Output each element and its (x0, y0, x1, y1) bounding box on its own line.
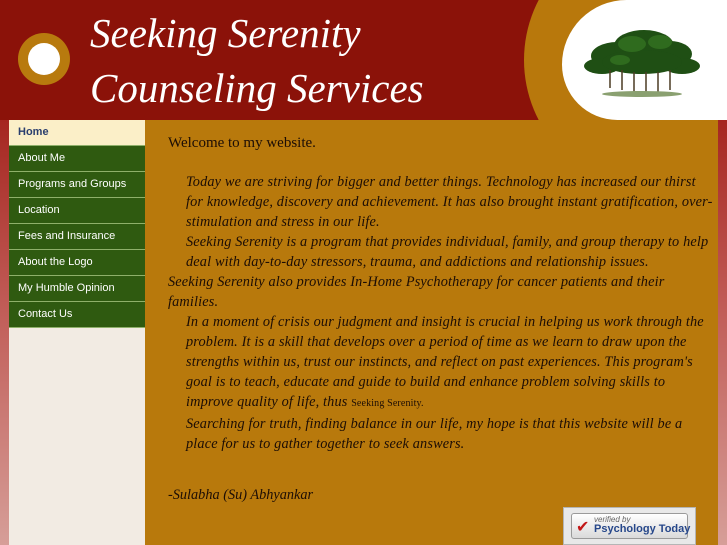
welcome-heading: Welcome to my website. (168, 135, 316, 151)
paragraph-1: Today we are striving for bigger and better things. Technology has increased our thirst for knowledge, discovery and achievement. It has also brought instant gratification, over-stimulation and stress in our life. (186, 174, 713, 230)
check-mark-icon: ✔ (576, 517, 590, 536)
paragraph-3: Seeking Serenity also provides In-Home Psychotherapy for cancer patients and their families. (168, 274, 665, 310)
nav-item-location[interactable]: Location (9, 198, 145, 224)
nav-item-home[interactable]: Home (9, 120, 145, 146)
site-header (0, 0, 727, 120)
psychology-today-badge[interactable] (563, 507, 696, 545)
badge-brand-text: Psychology Today (594, 523, 691, 535)
badge-inner (571, 513, 691, 539)
nav-item-about-me[interactable]: About Me (9, 146, 145, 172)
site-title-line2: Counseling Services (90, 65, 424, 111)
nav-item-my-humble-opinion[interactable]: My Humble Opinion (9, 276, 145, 302)
badge-verified-text: verified by (594, 515, 631, 524)
signature: -Sulabha (Su) Abhyankar (168, 487, 314, 503)
paragraph-5: Searching for truth, finding balance in our life, my hope is that this website will be a place for us to gather together to seek answers. (186, 416, 683, 452)
nav-item-fees-and-insurance[interactable]: Fees and Insurance (9, 224, 145, 250)
paragraph-2: Seeking Serenity is a program that provides individual, family, and group therapy to help deal with day-to-day stressors, trauma, and addictions and relationship issues. (186, 234, 709, 270)
paragraph-4 (168, 312, 713, 414)
nav-item-about-the-logo[interactable]: About the Logo (9, 250, 145, 276)
seeking-serenity-tag: Seeking Serenity. (351, 398, 424, 409)
nav-item-contact-us[interactable]: Contact Us (9, 302, 145, 328)
nav-item-programs-and-groups[interactable]: Programs and Groups (9, 172, 145, 198)
intro-text (168, 172, 713, 454)
main-content (145, 120, 718, 545)
banyan-tree-icon (562, 0, 727, 120)
paragraph-4-text: In a moment of crisis our judgment and insight is crucial in helping us work through the problem. It is a skill that develops over a period of time as we learn to draw upon the strengths within us, trust our instincts, and reflect on past experiences. This program's goal is to teach, educate and guide to build and enhance problem solving skills to improve quality of life, thus (186, 314, 704, 410)
ring-logo-icon (18, 33, 70, 85)
sidebar-nav (9, 120, 145, 545)
site-title-line1: Seeking Serenity (90, 10, 361, 56)
